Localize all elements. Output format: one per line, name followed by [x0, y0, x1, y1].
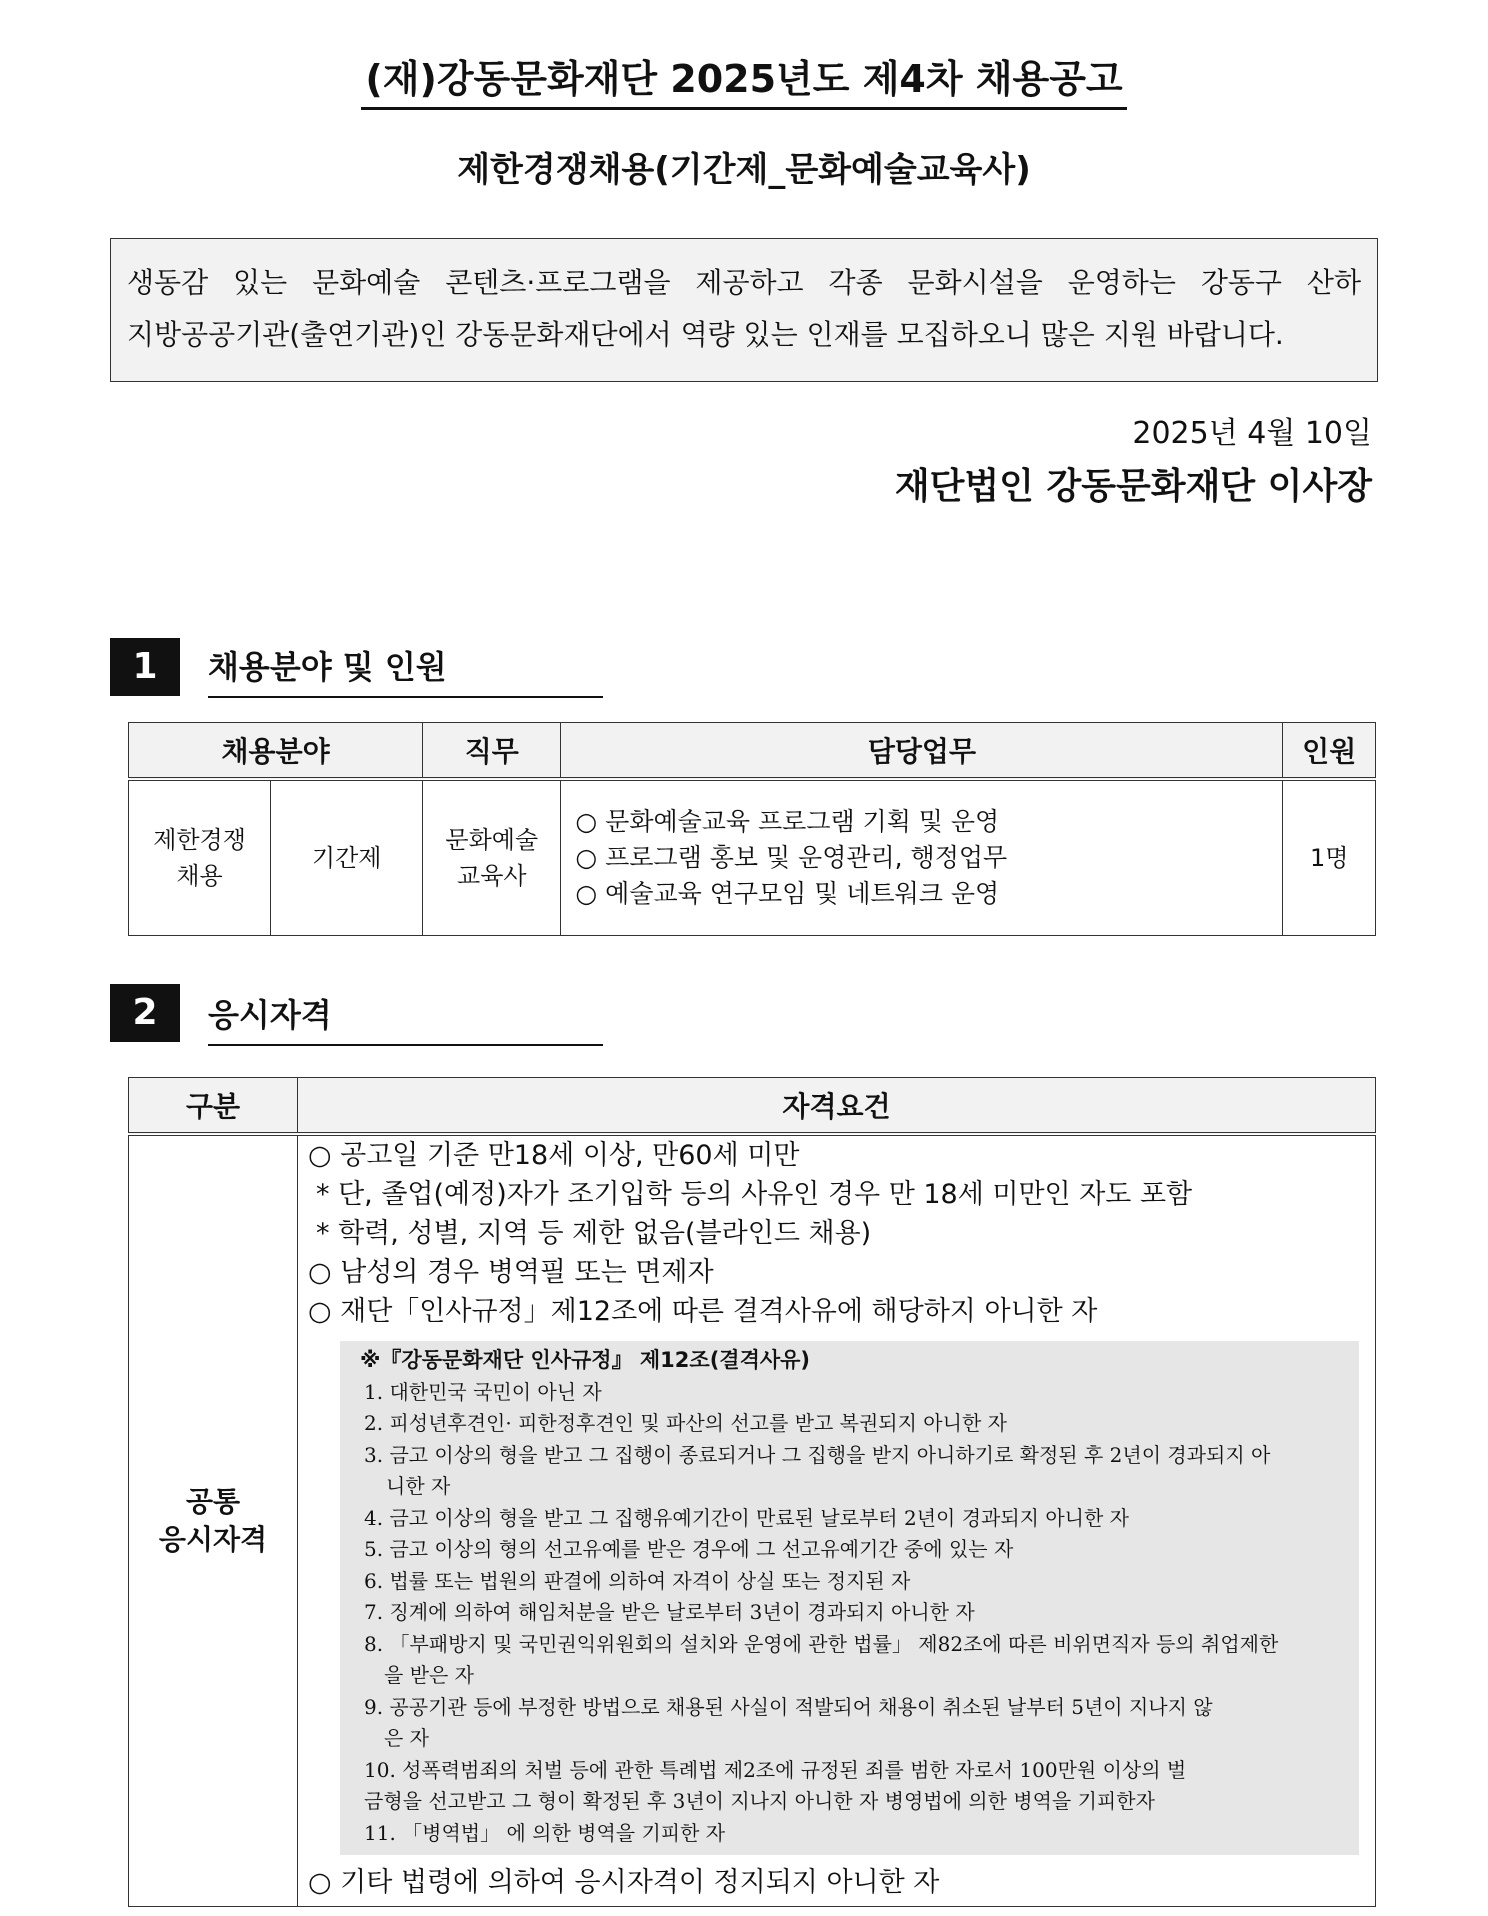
disqualification-item: 11. 「병역법」 에 의한 병역을 기피한 자 [364, 1820, 726, 1845]
requirements-cell [298, 1134, 1376, 1907]
disqualification-item: 4. 금고 이상의 형을 받고 그 집행유예기간이 만료된 날로부터 2년이 경과되지 아니한 자 [364, 1505, 1129, 1530]
disqualification-item: 1. 대한민국 국민이 아닌 자 [364, 1379, 602, 1404]
duty-item: ○ 예술교육 연구모임 및 네트워크 운영 [575, 879, 1000, 908]
disqualification-item: 7. 징계에 의하여 해임처분을 받은 날로부터 3년이 경과되지 아니한 자 [364, 1600, 975, 1624]
requirement-note: * 단, 졸업(예정)자가 조기입학 등의 사유인 경우 만 18세 미만인 자도 포함 [316, 1179, 1193, 1210]
announcement-date: 2025년 4월 10일 [1132, 416, 1372, 451]
disqualification-item-cont: 금형을 선고받고 그 형이 확정된 후 3년이 지나지 아니한 자 병영법에 의한 병역을 기피한자 [364, 1789, 1155, 1813]
header-category: 구분 [129, 1078, 298, 1135]
qualification-category: 공통 응시자격 [129, 1134, 298, 1907]
recruitment-table [128, 722, 1376, 936]
disqualification-title: ※『강동문화재단 인사규정』 제12조(결격사유) [360, 1348, 811, 1372]
disqualification-item: 8. 「부패방지 및 국민권익위원회의 설치와 운영에 관한 법률」 제82조에 따른 비위면직자 등의 취업제한 [364, 1631, 1279, 1656]
field-type: 제한경쟁 채용 [129, 779, 271, 936]
headcount: 1명 [1283, 779, 1376, 936]
section-2-title: 응시자격 [208, 990, 603, 1046]
duty-item: ○ 문화예술교육 프로그램 기획 및 운영 [575, 807, 1000, 836]
duty-item: ○ 프로그램 홍보 및 운영관리, 행정업무 [575, 843, 1008, 872]
table-row [129, 1134, 1376, 1907]
disqualification-box [340, 1341, 1359, 1855]
requirement-item: ○ 재단「인사규정」제12조에 따른 결격사유에 해당하지 아니한 자 [308, 1296, 1098, 1327]
header-field: 채용분야 [129, 723, 423, 780]
disqualification-item-cont: 을 받은 자 [384, 1663, 474, 1687]
section-1-title: 채용분야 및 인원 [208, 642, 603, 698]
section-1-number: 1 [110, 638, 180, 696]
intro-box [110, 238, 1378, 382]
qualification-table [128, 1077, 1376, 1907]
document-subtitle: 제한경쟁채용(기간제_문화예술교육사) [457, 150, 1031, 190]
disqualification-item-cont: 니한 자 [386, 1474, 451, 1498]
header-job: 직무 [423, 723, 561, 780]
requirement-item: ○ 기타 법령에 의하여 응시자격이 정지되지 아니한 자 [308, 1867, 940, 1898]
intro-line-2: 지방공공기관(출연기관)인 강동문화재단에서 역량 있는 인재를 모집하오니 많은 지원 바랍니다. [127, 318, 1284, 351]
duties-cell [561, 779, 1283, 936]
header-duties: 담당업무 [561, 723, 1283, 780]
disqualification-item: 5. 금고 이상의 형의 선고유예를 받은 경우에 그 선고유예기간 중에 있는 자 [364, 1537, 1014, 1561]
field-contract: 기간제 [271, 779, 423, 936]
disqualification-item: 2. 피성년후견인· 피한정후견인 및 파산의 선고를 받고 복권되지 아니한 자 [364, 1411, 1007, 1435]
requirement-note: * 학력, 성별, 지역 등 제한 없음(블라인드 채용) [316, 1218, 872, 1249]
section-2-number: 2 [110, 984, 180, 1042]
disqualification-item: 3. 금고 이상의 형을 받고 그 집행이 종료되거나 그 집행을 받지 아니하기로 확정된 후 2년이 경과되지 아 [364, 1442, 1271, 1467]
requirement-item: ○ 공고일 기준 만18세 이상, 만60세 미만 [308, 1140, 800, 1171]
document-title: (재)강동문화재단 2025년도 제4차 채용공고 [0, 48, 1488, 103]
qualification-table-header [129, 1078, 1376, 1135]
disqualification-item: 9. 공공기관 등에 부정한 방법으로 채용된 사실이 적발되어 채용이 취소된 날부터 5년이 지나지 않 [364, 1694, 1213, 1719]
job-title: 문화예술 교육사 [423, 779, 561, 936]
requirement-item: ○ 남성의 경우 병역필 또는 면제자 [308, 1257, 714, 1288]
disqualification-item-cont: 은 자 [384, 1726, 429, 1750]
disqualification-item: 10. 성폭력범죄의 처벌 등에 관한 특례법 제2조에 규정된 죄를 범한 자로서 100만원 이상의 벌 [364, 1757, 1187, 1782]
intro-line-1: 생동감 있는 문화예술 콘텐츠·프로그램을 제공하고 각종 문화시설을 운영하는 강동구 산하 [127, 266, 1361, 299]
recruitment-table-header [129, 723, 1376, 780]
header-requirements: 자격요건 [298, 1078, 1376, 1135]
issuer: 재단법인 강동문화재단 이사장 [894, 466, 1372, 507]
header-count: 인원 [1283, 723, 1376, 780]
table-row [129, 779, 1376, 936]
disqualification-item: 6. 법률 또는 법원의 판결에 의하여 자격이 상실 또는 정지된 자 [364, 1568, 911, 1593]
